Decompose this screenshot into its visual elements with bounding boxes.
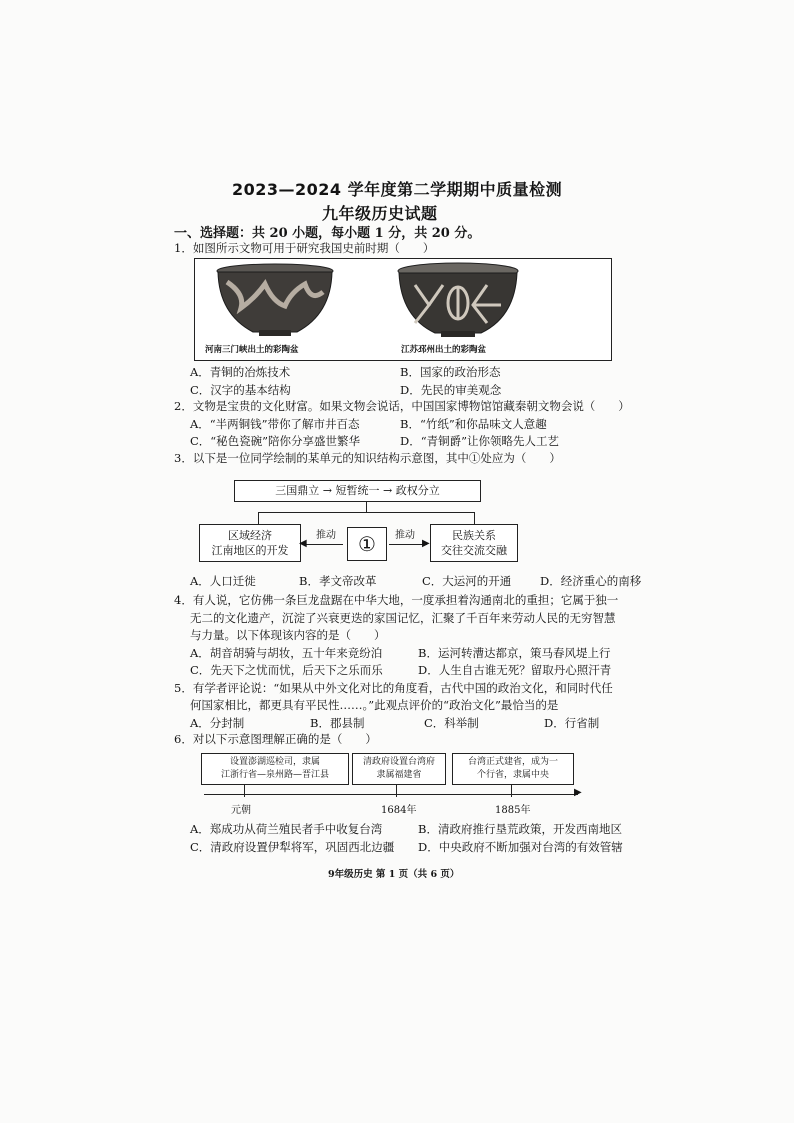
q1-caption-left: 河南三门峡出土的彩陶盆 [205, 345, 299, 355]
q4-option-d[interactable]: D．人生自古谁无死？留取丹心照汗青 [418, 663, 612, 677]
q3-arrow-left-label: 推动 [316, 530, 336, 541]
q3-connector-right [474, 512, 475, 524]
q1-option-b[interactable]: B．国家的政治形态 [400, 365, 501, 379]
q3-option-a[interactable]: A．人口迁徙 [190, 574, 256, 588]
painted-pottery-basin-right-icon [395, 261, 521, 343]
q6-tick-1684 [396, 784, 397, 797]
q3-right-box [430, 524, 518, 562]
q3-arrow-right-label: 推动 [395, 530, 415, 541]
q1-option-a[interactable]: A．青铜的冶炼技术 [190, 365, 291, 379]
q6-box-1684-line1: 清政府设置台湾府 [362, 757, 435, 767]
q3-stem: 3．以下是一位同学绘制的某单元的知识结构示意图，其中①处应为（ ） [174, 451, 561, 465]
q6-box-1684-line2: 隶属福建省 [376, 770, 422, 780]
page-footer: 9年级历史 第 1 页（共 6 页） [328, 869, 460, 880]
q4-option-a[interactable]: A．胡音胡骑与胡妆，五十年来竞纷泊 [190, 646, 383, 660]
q3-right-box-line1: 民族关系 [452, 529, 496, 542]
q3-option-b[interactable]: B．孝文帝改革 [299, 574, 377, 588]
painted-pottery-basin-left-icon [215, 262, 335, 342]
q6-box-1885 [452, 753, 574, 785]
q4-option-c[interactable]: C．先天下之忧而忧，后天下之乐而乐 [190, 663, 383, 677]
q5-stem-line2: 何国家相比，都更具有平民性……。”此观点评价的“政治文化”最恰当的是 [190, 698, 559, 712]
exam-subtitle: 九年级历史试题 [322, 204, 438, 223]
q2-option-c[interactable]: C．“秘色瓷碗”陪你分享盛世繁华 [190, 434, 361, 448]
q5-option-a[interactable]: A．分封制 [190, 716, 245, 730]
q6-box-yuan [201, 753, 349, 785]
q3-connector-bar [258, 512, 474, 513]
q6-box-1885-line1: 台湾正式建省，成为一 [467, 757, 558, 767]
q6-box-1885-line2: 个行省，隶属中央 [476, 770, 549, 780]
q5-option-b[interactable]: B．郡县制 [310, 716, 365, 730]
q1-image-frame [194, 258, 612, 361]
q4-stem-line3: 与力量。以下体现该内容的是（ ） [190, 628, 386, 642]
q4-stem-line1: 4．有人说，它仿佛一条巨龙盘踞在中华大地，一度承担着沟通南北的重担；它属于独一 [174, 593, 619, 607]
q3-connector-left [258, 512, 259, 524]
q3-left-box-line1: 区域经济 [228, 529, 272, 542]
q6-label-1684: 1684年 [381, 805, 417, 816]
q6-label-yuan: 元朝 [231, 805, 251, 816]
q3-option-c[interactable]: C．大运河的开通 [422, 574, 512, 588]
q6-timeline-arrowhead: ▶ [574, 787, 582, 798]
q4-option-b[interactable]: B．运河转漕达都京，策马春风堤上行 [418, 646, 611, 660]
q6-box-1684 [352, 753, 446, 785]
exam-title: 2023—2024 学年度第二学期期中质量检测 [232, 180, 563, 199]
q5-option-d[interactable]: D．行省制 [544, 716, 600, 730]
q2-stem: 2．文物是宝贵的文化财富。如果文物会说话，中国国家博物馆馆藏秦朝文物会说（ ） [174, 399, 630, 413]
q3-arrow-left [303, 544, 343, 545]
q3-arrow-left-head: ◀ [299, 538, 307, 549]
section-heading: 一、选择题：共 20 小题，每小题 1 分，共 20 分。 [174, 226, 481, 241]
q1-stem: 1．如图所示文物可用于研究我国史前时期（ ） [174, 241, 435, 255]
q3-top-box-text: 三国鼎立 → 短暂统一 → 政权分立 [275, 484, 440, 497]
q3-center-placeholder: ① [358, 532, 376, 556]
q3-top-box [234, 480, 481, 502]
q3-left-box [199, 524, 301, 562]
q1-caption-right: 江苏邳州出土的彩陶盆 [401, 345, 487, 355]
q6-option-a[interactable]: A．郑成功从荷兰殖民者手中收复台湾 [190, 822, 383, 836]
q2-option-d[interactable]: D．“青铜爵”让你领略先人工艺 [400, 434, 559, 448]
q6-label-1885: 1885年 [495, 805, 531, 816]
q6-option-d[interactable]: D．中央政府不断加强对台湾的有效管辖 [418, 840, 623, 854]
q1-option-d[interactable]: D．先民的审美观念 [400, 383, 502, 397]
q3-arrow-right-head: ▶ [422, 538, 430, 549]
q6-tick-yuan [244, 784, 245, 797]
q4-stem-line2: 无二的文化遗产，沉淀了兴衰更迭的家国记忆，汇聚了千百年来劳动人民的无穷智慧 [190, 611, 616, 625]
q3-center-box [347, 527, 387, 561]
q6-stem: 6．对以下示意图理解正确的是（ ） [174, 732, 377, 746]
q1-option-c[interactable]: C．汉字的基本结构 [190, 383, 291, 397]
q3-left-box-line2: 江南地区的开发 [211, 544, 289, 557]
q6-box-yuan-line1: 设置澎湖巡检司，隶属 [229, 757, 320, 767]
q5-stem-line1: 5．有学者评论说：“如果从中外文化对比的角度看，古代中国的政治文化，和同时代任 [174, 681, 613, 695]
q3-connector-stem [366, 502, 367, 512]
q6-option-c[interactable]: C．清政府设置伊犁将军，巩固西北边疆 [190, 840, 395, 854]
q6-timeline-axis [204, 794, 578, 795]
q6-option-b[interactable]: B．清政府推行垦荒政策，开发西南地区 [418, 822, 622, 836]
q5-option-c[interactable]: C．科举制 [424, 716, 479, 730]
q2-option-b[interactable]: B．“竹纸”和你品味文人意趣 [400, 417, 547, 431]
q2-option-a[interactable]: A．“半两铜钱”带你了解市井百态 [190, 417, 360, 431]
q3-right-box-line2: 交往交流交融 [441, 544, 507, 557]
q3-option-d[interactable]: D．经济重心的南移 [540, 574, 642, 588]
q6-box-yuan-line2: 江浙行省—泉州路—晋江县 [220, 770, 329, 780]
q6-tick-1885 [511, 784, 512, 797]
